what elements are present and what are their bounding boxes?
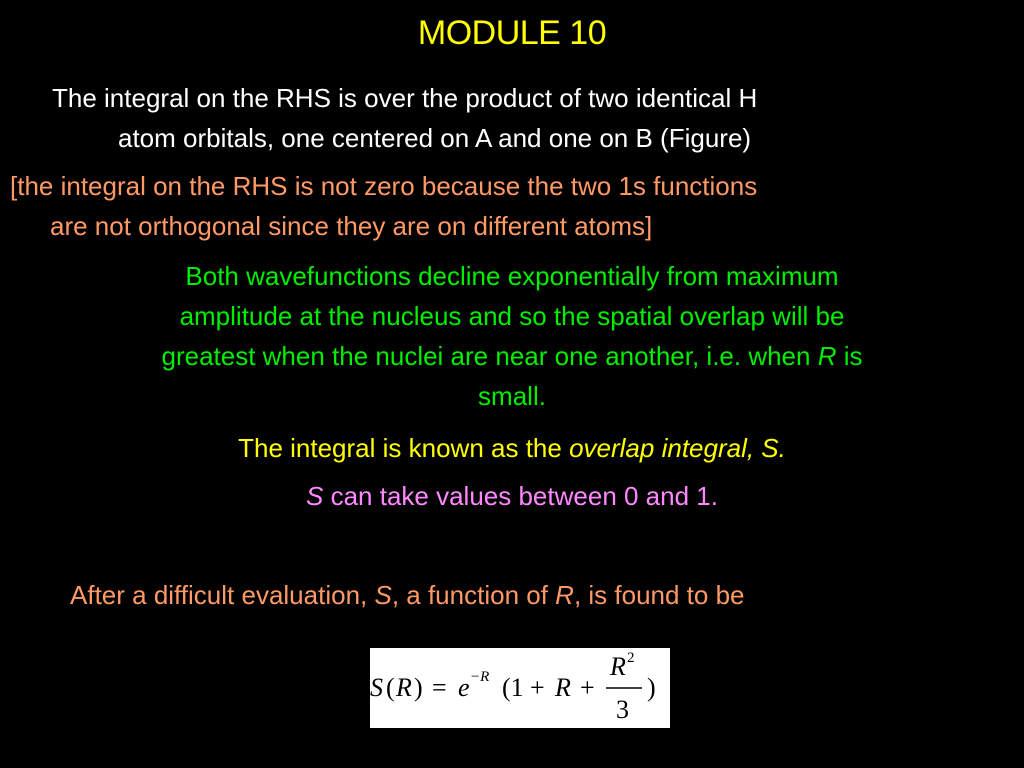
emphasis-overlap-integral: overlap integral, S.: [569, 433, 786, 463]
eq-plus-1: +: [530, 673, 545, 702]
paragraph-integral-description: [52, 78, 992, 158]
variable-R: R: [817, 341, 837, 371]
text-fragment: can take values between 0 and 1.: [323, 481, 718, 511]
variable-S: S: [306, 481, 324, 511]
eq-paren-close: ): [647, 673, 656, 702]
eq-base: e: [458, 673, 470, 702]
paragraph-line: small.: [478, 381, 546, 411]
text-fragment: , a function of: [391, 580, 556, 610]
eq-paren-open: (1: [502, 673, 524, 702]
paragraph-line: [the integral on the RHS is not zero because the two 1s functions: [10, 171, 758, 201]
text-fragment: After a difficult evaluation,: [70, 580, 375, 610]
eq-exponent: −R: [470, 669, 490, 685]
eq-term-R: R: [555, 673, 571, 702]
text-fragment: The integral is known as the: [238, 433, 570, 463]
paragraph-line: amplitude at the nucleus and so the spatial overlap will be: [179, 301, 845, 331]
paragraph-line: are not orthogonal since they are on different atoms]: [50, 211, 653, 241]
text-fragment: is: [836, 341, 863, 371]
variable-S: S: [374, 580, 392, 610]
eq-lhs-var: R: [396, 673, 412, 702]
text-fragment: greatest when the nuclei are near one another, i.e. when: [161, 341, 818, 371]
paragraph-line: The integral on the RHS is over the product of two identical H: [52, 83, 758, 113]
paragraph-s-range: [0, 476, 1024, 516]
slide-title: MODULE 10: [417, 14, 607, 52]
paragraph-line: Both wavefunctions decline exponentially from maximum: [185, 261, 839, 291]
eq-frac-numerator-exp: 2: [627, 650, 635, 666]
eq-equals: =: [432, 673, 447, 702]
eq-lhs-close: ): [414, 673, 423, 702]
paragraph-line: atom orbitals, one centered on A and one on B (Figure): [118, 123, 752, 153]
eq-plus-2: +: [580, 673, 595, 702]
eq-frac-denominator: 3: [616, 695, 629, 724]
eq-frac-numerator: R: [610, 652, 626, 681]
variable-R: R: [555, 580, 574, 610]
paragraph-line: [0, 336, 1024, 376]
paragraph-evaluation: [70, 575, 1010, 615]
paragraph-nonzero-note: [10, 166, 1020, 246]
eq-lhs-open: (: [386, 673, 395, 702]
text-fragment: , is found to be: [573, 580, 745, 610]
overlap-equation: [370, 648, 670, 728]
eq-lhs-func: S: [370, 673, 383, 702]
paragraph-overlap-integral: [0, 428, 1024, 468]
paragraph-wavefunction-decline: [0, 256, 1024, 416]
